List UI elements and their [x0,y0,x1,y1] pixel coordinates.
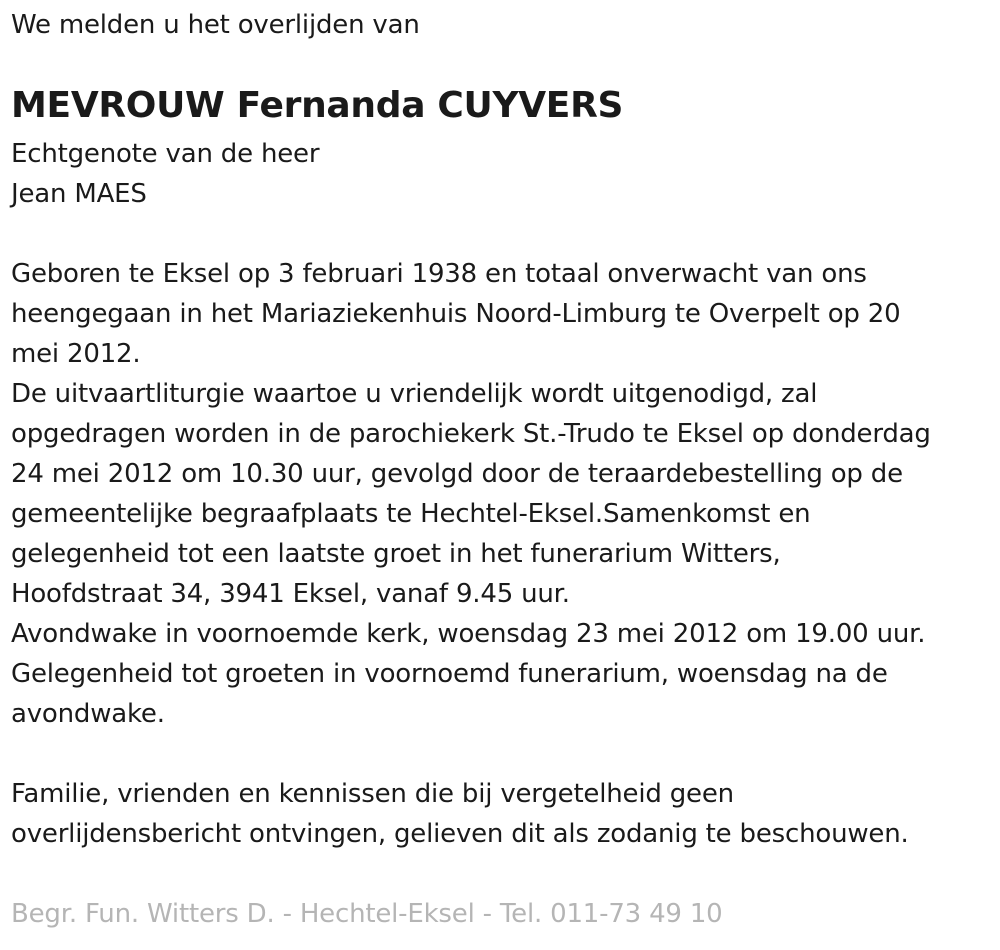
spouse-name: Jean MAES [11,179,147,209]
body-line: Geboren te Eksel op 3 februari 1938 en totaal onverwacht van ons [11,259,867,289]
body-line: De uitvaartliturgie waartoe u vriendelijk wordt uitgenodigd, zal [11,379,818,409]
body-line: 24 mei 2012 om 10.30 uur, gevolgd door de teraardebestelling op de [11,459,903,489]
body-line: gemeentelijke begraafplaats te Hechtel-Eksel.Samenkomst en [11,499,811,529]
body-line: Hoofdstraat 34, 3941 Eksel, vanaf 9.45 uur. [11,579,570,609]
body-line: gelegenheid tot een laatste groet in het funerarium Witters, [11,539,781,569]
deceased-name: MEVROUW Fernanda CUYVERS [11,85,624,126]
closing-line: overlijdensbericht ontvingen, gelieven dit als zodanig te beschouwen. [11,819,909,849]
closing-line: Familie, vrienden en kennissen die bij vergetelheid geen [11,779,734,809]
body-line: avondwake. [11,699,165,729]
notice-body [11,254,931,734]
spouse-line: Echtgenote van de heer [11,139,320,169]
body-line: Avondwake in voornoemde kerk, woensdag 23 mei 2012 om 19.00 uur. [11,619,926,649]
body-line: heengegaan in het Mariaziekenhuis Noord-Limburg te Overpelt op 20 [11,299,901,329]
spouse-info [11,134,319,214]
body-line: mei 2012. [11,339,141,369]
intro-text: We melden u het overlijden van [11,10,420,40]
funeral-home-footer: Begr. Fun. Witters D. - Hechtel-Eksel - Tel. 011-73 49 10 [11,899,723,929]
body-line: Gelegenheid tot groeten in voornoemd funerarium, woensdag na de [11,659,888,689]
closing-note [11,774,909,854]
body-line: opgedragen worden in de parochiekerk St.-Trudo te Eksel op donderdag [11,419,931,449]
